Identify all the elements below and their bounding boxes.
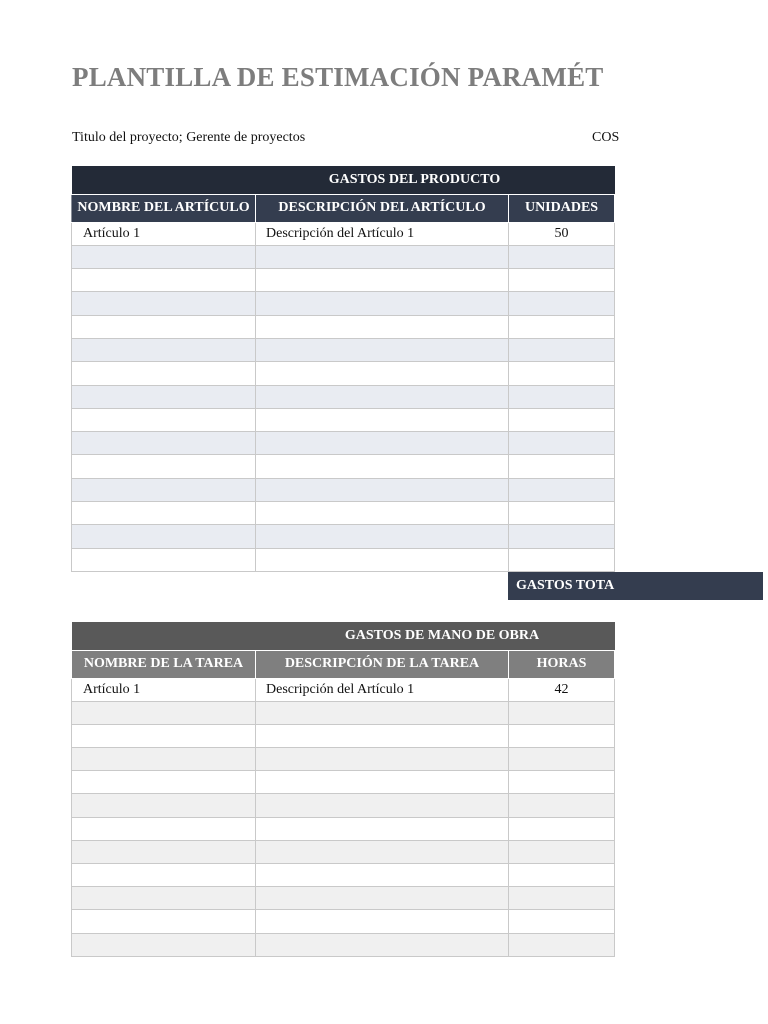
table-row: [72, 455, 615, 478]
cell-description[interactable]: [256, 432, 509, 455]
cell-description[interactable]: [256, 794, 509, 817]
table-row: [72, 864, 615, 887]
table-row: [72, 525, 615, 548]
cell-description[interactable]: [256, 887, 509, 910]
product-expenses-table: [71, 166, 615, 572]
cell-description[interactable]: [256, 315, 509, 338]
product-header-row: [72, 194, 615, 222]
product-header-description: DESCRIPCIÓN DEL ARTÍCULO: [256, 194, 509, 222]
table-row: [72, 724, 615, 747]
cell-item-name[interactable]: [72, 338, 256, 361]
table-row: [72, 701, 615, 724]
cell-quantity[interactable]: [509, 525, 615, 548]
cell-quantity[interactable]: [509, 478, 615, 501]
labor-rows: [72, 678, 615, 956]
project-line: Titulo del proyecto; Gerente de proyectos: [72, 130, 306, 145]
table-row: [72, 385, 615, 408]
cell-item-name[interactable]: [72, 840, 256, 863]
cell-description[interactable]: [256, 362, 509, 385]
cell-item-name[interactable]: [72, 525, 256, 548]
table-row: [72, 478, 615, 501]
labor-header-description: DESCRIPCIÓN DE LA TAREA: [256, 650, 509, 678]
cell-item-name[interactable]: [72, 245, 256, 268]
cell-item-name[interactable]: [72, 548, 256, 571]
cell-quantity[interactable]: [509, 548, 615, 571]
cell-item-name[interactable]: [72, 292, 256, 315]
product-banner-row: [72, 166, 615, 194]
cell-item-name[interactable]: [72, 910, 256, 933]
cell-quantity[interactable]: [509, 817, 615, 840]
table-row: [72, 338, 615, 361]
cell-description[interactable]: [256, 385, 509, 408]
cell-item-name[interactable]: [72, 817, 256, 840]
cell-item-name[interactable]: [72, 748, 256, 771]
cell-quantity[interactable]: 50: [509, 222, 615, 245]
cost-label: COS: [592, 130, 620, 145]
cell-description[interactable]: [256, 864, 509, 887]
cell-quantity[interactable]: [509, 502, 615, 525]
cell-quantity[interactable]: 42: [509, 678, 615, 701]
table-row: [72, 245, 615, 268]
cell-item-name[interactable]: [72, 408, 256, 431]
cell-description[interactable]: Descripción del Artículo 1: [256, 222, 509, 245]
labor-header-hours: HORAS: [509, 650, 615, 678]
cell-description[interactable]: [256, 245, 509, 268]
table-row: [72, 887, 615, 910]
cell-quantity[interactable]: [509, 724, 615, 747]
cell-quantity[interactable]: [509, 933, 615, 956]
cell-description[interactable]: [256, 269, 509, 292]
table-row: [72, 817, 615, 840]
cell-item-name[interactable]: Artículo 1: [72, 678, 256, 701]
cell-description[interactable]: [256, 525, 509, 548]
cell-description[interactable]: [256, 701, 509, 724]
cell-quantity[interactable]: [509, 455, 615, 478]
cell-description[interactable]: Descripción del Artículo 1: [256, 678, 509, 701]
document-title: PLANTILLA DE ESTIMACIÓN PARAMÉT: [72, 62, 604, 92]
table-row: [72, 502, 615, 525]
product-rows: [72, 222, 615, 571]
cell-quantity[interactable]: [509, 245, 615, 268]
cell-item-name[interactable]: [72, 362, 256, 385]
cell-description[interactable]: [256, 478, 509, 501]
table-row: [72, 222, 615, 245]
cell-item-name[interactable]: [72, 478, 256, 501]
cell-quantity[interactable]: [509, 338, 615, 361]
cell-description[interactable]: [256, 748, 509, 771]
table-row: [72, 315, 615, 338]
cell-quantity[interactable]: [509, 362, 615, 385]
cell-item-name[interactable]: [72, 701, 256, 724]
cell-description[interactable]: [256, 933, 509, 956]
cell-quantity[interactable]: [509, 408, 615, 431]
cell-item-name[interactable]: [72, 315, 256, 338]
table-row: [72, 678, 615, 701]
cell-quantity[interactable]: [509, 315, 615, 338]
cell-description[interactable]: [256, 548, 509, 571]
cell-item-name[interactable]: [72, 455, 256, 478]
labor-banner-row: [72, 622, 615, 650]
labor-header-row: [72, 650, 615, 678]
labor-banner: GASTOS DE MANO DE OBRA: [72, 622, 615, 650]
cell-quantity[interactable]: [509, 432, 615, 455]
cell-description[interactable]: [256, 455, 509, 478]
cell-description[interactable]: [256, 408, 509, 431]
table-row: [72, 292, 615, 315]
cell-quantity[interactable]: [509, 794, 615, 817]
table-row: [72, 269, 615, 292]
cell-item-name[interactable]: [72, 933, 256, 956]
cell-description[interactable]: [256, 910, 509, 933]
cell-description[interactable]: [256, 771, 509, 794]
cell-quantity[interactable]: [509, 910, 615, 933]
cell-item-name[interactable]: [72, 864, 256, 887]
table-row: [72, 548, 615, 571]
table-row: [72, 910, 615, 933]
product-header-units: UNIDADES: [509, 194, 615, 222]
cell-description[interactable]: [256, 724, 509, 747]
cell-item-name[interactable]: Artículo 1: [72, 222, 256, 245]
cell-quantity[interactable]: [509, 771, 615, 794]
cell-quantity[interactable]: [509, 292, 615, 315]
product-header-name: NOMBRE DEL ARTÍCULO: [72, 194, 256, 222]
cell-description[interactable]: [256, 817, 509, 840]
cell-item-name[interactable]: [72, 724, 256, 747]
cell-item-name[interactable]: [72, 269, 256, 292]
cell-item-name[interactable]: [72, 794, 256, 817]
table-row: [72, 362, 615, 385]
cell-description[interactable]: [256, 292, 509, 315]
table-row: [72, 408, 615, 431]
cell-quantity[interactable]: [509, 748, 615, 771]
cell-description[interactable]: [256, 338, 509, 361]
table-row: [72, 933, 615, 956]
cell-item-name[interactable]: [72, 385, 256, 408]
table-row: [72, 840, 615, 863]
labor-header-task: NOMBRE DE LA TAREA: [72, 650, 256, 678]
labor-expenses-table: [71, 622, 615, 957]
table-row: [72, 432, 615, 455]
cell-quantity[interactable]: [509, 864, 615, 887]
cell-quantity[interactable]: [509, 385, 615, 408]
table-row: [72, 748, 615, 771]
product-banner: GASTOS DEL PRODUCTO: [72, 166, 615, 194]
cell-description[interactable]: [256, 840, 509, 863]
cell-quantity[interactable]: [509, 887, 615, 910]
cell-quantity[interactable]: [509, 701, 615, 724]
cell-item-name[interactable]: [72, 887, 256, 910]
cell-item-name[interactable]: [72, 432, 256, 455]
cell-quantity[interactable]: [509, 269, 615, 292]
total-expenses-label: GASTOS TOTA: [516, 578, 615, 593]
cell-quantity[interactable]: [509, 840, 615, 863]
table-row: [72, 794, 615, 817]
cell-description[interactable]: [256, 502, 509, 525]
table-row: [72, 771, 615, 794]
cell-item-name[interactable]: [72, 502, 256, 525]
cell-item-name[interactable]: [72, 771, 256, 794]
